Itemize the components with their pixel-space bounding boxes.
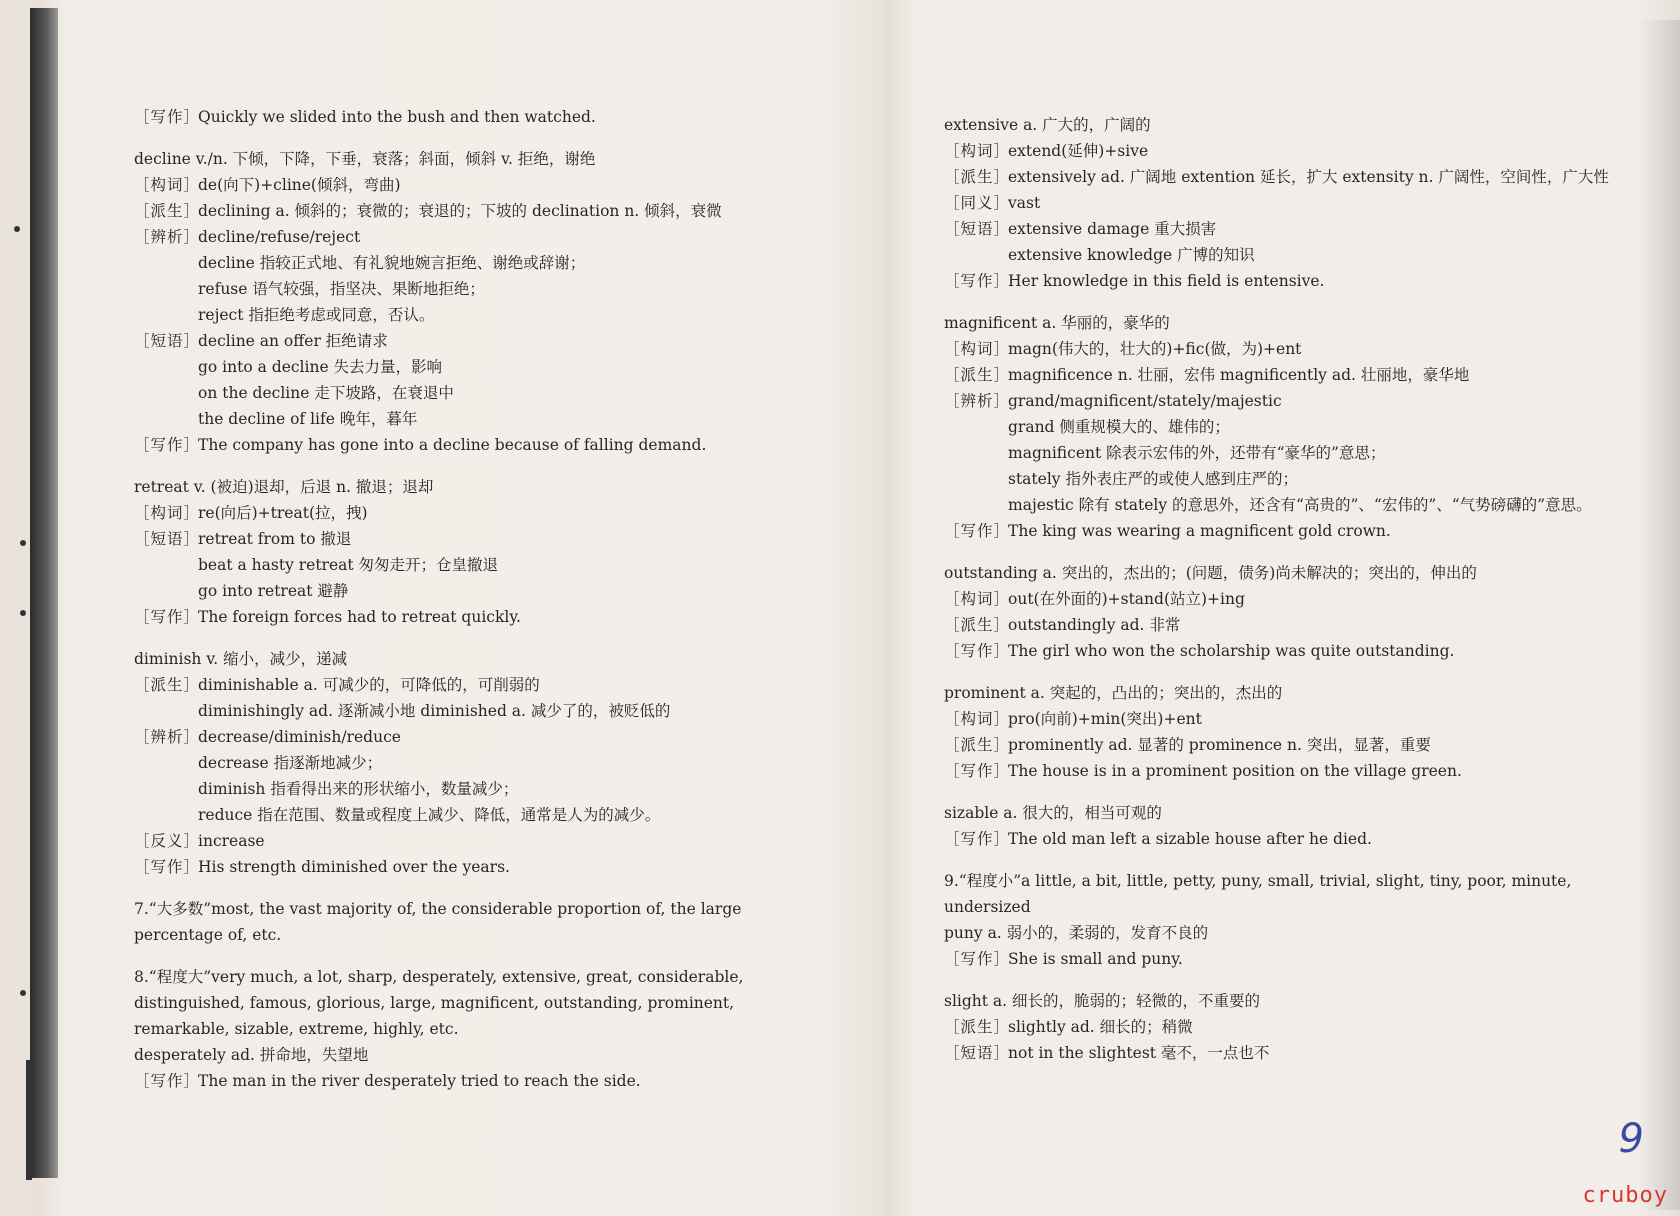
entry-tag: ［写作］ bbox=[134, 858, 201, 876]
entry-text: diminishable a. 可减少的，可降低的，可削弱的 bbox=[198, 676, 540, 694]
watermark: cruboy bbox=[1582, 1183, 1668, 1208]
entry-tag: ［辨析］ bbox=[134, 728, 201, 746]
entry-row bbox=[134, 104, 834, 130]
entry-subline: diminishingly ad. 逐渐减小地 diminished a. 减少了的，被贬低的 bbox=[198, 702, 671, 720]
entry-row bbox=[134, 172, 834, 198]
entry-text: magn(伟大的，壮大的)+fic(做，为)+ent bbox=[1008, 340, 1302, 358]
entry-text: grand/magnificent/stately/majestic bbox=[1008, 392, 1282, 410]
entry-row bbox=[134, 828, 834, 854]
entry-row bbox=[944, 362, 1644, 388]
entry-tag: ［辨析］ bbox=[134, 228, 201, 246]
entry-gap bbox=[134, 880, 834, 896]
binding-spine-base bbox=[26, 1060, 32, 1180]
binding-hole bbox=[14, 226, 20, 232]
entry-tag: ［构词］ bbox=[944, 340, 1011, 358]
entry-row bbox=[134, 724, 834, 750]
entry-tag: ［派生］ bbox=[944, 366, 1011, 384]
entry-tag: ［短语］ bbox=[134, 332, 201, 350]
entry-text: The company has gone into a decline because of falling demand. bbox=[198, 436, 707, 454]
entry-subline: refuse 语气较强，指坚决、果断地拒绝； bbox=[198, 280, 485, 298]
entry-text: extensively ad. 广阔地 extention 延长，扩大 extensity n. 广阔性，空间性，广大性 bbox=[1008, 168, 1609, 186]
entry-tag: ［写作］ bbox=[944, 272, 1011, 290]
handwritten-page-number: 9 bbox=[1618, 1116, 1644, 1162]
entry-row bbox=[944, 638, 1644, 664]
entry-headline: decline v./n. 下倾，下降，下垂，衰落；斜面，倾斜 v. 拒绝，谢绝 bbox=[134, 150, 596, 168]
entry-gap bbox=[944, 784, 1644, 800]
left-page bbox=[34, 0, 884, 1216]
entry-row bbox=[944, 706, 1644, 732]
entry-tag: ［派生］ bbox=[944, 736, 1011, 754]
entry-text: The king was wearing a magnificent gold crown. bbox=[1008, 522, 1391, 540]
right-page-content bbox=[944, 112, 1644, 1066]
entry-row bbox=[134, 1068, 834, 1094]
entry-tag: ［构词］ bbox=[134, 176, 201, 194]
entry-headline: outstanding a. 突出的，杰出的；(问题，债务)尚未解决的；突出的，伸出的 bbox=[944, 564, 1477, 582]
entry-row bbox=[944, 216, 1644, 242]
entry-text: pro(向前)+min(突出)+ent bbox=[1008, 710, 1202, 728]
entry-text: not in the slightest 毫不，一点也不 bbox=[1008, 1044, 1270, 1062]
entry-row bbox=[944, 612, 1644, 638]
entry-tag: ［写作］ bbox=[944, 830, 1011, 848]
entry-tag: ［短语］ bbox=[944, 220, 1011, 238]
entry-text: retreat from to 撤退 bbox=[198, 530, 352, 548]
entry-text: outstandingly ad. 非常 bbox=[1008, 616, 1181, 634]
entry-text: magnificence n. 壮丽，宏伟 magnificently ad. 壮丽地，豪华地 bbox=[1008, 366, 1470, 384]
entry-gap bbox=[944, 664, 1644, 680]
entry-subline: decline 指较正式地、有礼貌地婉言拒绝、谢绝或辞谢； bbox=[198, 254, 586, 272]
entry-row bbox=[134, 854, 834, 880]
entry-text: vast bbox=[1008, 194, 1041, 212]
binding-hole bbox=[20, 990, 26, 996]
entry-row bbox=[944, 1040, 1644, 1066]
entry-text: His strength diminished over the years. bbox=[198, 858, 510, 876]
entry-text: out(在外面的)+stand(站立)+ing bbox=[1008, 590, 1245, 608]
entry-subline: magnificent 除表示宏伟的外，还带有“豪华的”意思； bbox=[1008, 444, 1386, 462]
entry-tag: ［写作］ bbox=[944, 642, 1011, 660]
entry-tag: ［构词］ bbox=[944, 710, 1011, 728]
entry-headline: magnificent a. 华丽的，豪华的 bbox=[944, 314, 1170, 332]
entry-tag: ［派生］ bbox=[134, 676, 201, 694]
entry-headline: 7.“大多数”most, the vast majority of, the considerable proportion of, the large percentage of, etc. bbox=[134, 900, 742, 944]
entry-text: She is small and puny. bbox=[1008, 950, 1183, 968]
entry-text: de(向下)+cline(倾斜，弯曲) bbox=[198, 176, 401, 194]
entry-tag: ［派生］ bbox=[944, 168, 1011, 186]
entry-tag: ［写作］ bbox=[134, 436, 201, 454]
entry-subline: grand 侧重规模大的、雄伟的； bbox=[1008, 418, 1230, 436]
entry-text: The foreign forces had to retreat quickly. bbox=[198, 608, 521, 626]
entry-headline: sizable a. 很大的，相当可观的 bbox=[944, 804, 1162, 822]
entry-subline: the decline of life 晚年，暮年 bbox=[198, 410, 418, 428]
entry-subline: reduce 指在范围、数量或程度上减少、降低，通常是人为的减少。 bbox=[198, 806, 661, 824]
entry-text: The girl who won the scholarship was quite outstanding. bbox=[1008, 642, 1455, 660]
entry-gap bbox=[134, 948, 834, 964]
entry-headline: desperately ad. 拼命地，失望地 bbox=[134, 1046, 369, 1064]
entry-gap bbox=[944, 852, 1644, 868]
entry-tag: ［写作］ bbox=[944, 762, 1011, 780]
entry-text: extend(延伸)+sive bbox=[1008, 142, 1149, 160]
entry-text: prominently ad. 显著的 prominence n. 突出，显著，重要 bbox=[1008, 736, 1431, 754]
entry-tag: ［构词］ bbox=[134, 504, 201, 522]
page-edge bbox=[1640, 20, 1680, 1210]
entry-text: re(向后)+treat(拉，拽) bbox=[198, 504, 368, 522]
entry-row bbox=[134, 432, 834, 458]
entry-text: increase bbox=[198, 832, 265, 850]
entry-text: slightly ad. 细长的；稍微 bbox=[1008, 1018, 1193, 1036]
entry-row bbox=[944, 336, 1644, 362]
entry-tag: ［短语］ bbox=[134, 530, 201, 548]
entry-tag: ［同义］ bbox=[944, 194, 1011, 212]
entry-tag: ［辨析］ bbox=[944, 392, 1011, 410]
entry-headline: slight a. 细长的，脆弱的；轻微的，不重要的 bbox=[944, 992, 1261, 1010]
entry-row bbox=[944, 518, 1644, 544]
entry-tag: ［构词］ bbox=[944, 590, 1011, 608]
entry-row bbox=[134, 328, 834, 354]
entry-headline: retreat v. (被迫)退却，后退 n. 撤退；退却 bbox=[134, 478, 434, 496]
left-page-content bbox=[134, 104, 834, 1094]
entry-gap bbox=[944, 544, 1644, 560]
entry-tag: ［写作］ bbox=[944, 950, 1011, 968]
entry-gap bbox=[944, 972, 1644, 988]
entry-headline: puny a. 弱小的，柔弱的，发育不良的 bbox=[944, 924, 1209, 942]
entry-subline: go into a decline 失去力量，影响 bbox=[198, 358, 443, 376]
entry-row bbox=[944, 1014, 1644, 1040]
binding-hole bbox=[20, 540, 26, 546]
binding-spine bbox=[30, 8, 58, 1178]
entry-tag: ［构词］ bbox=[944, 142, 1011, 160]
entry-row bbox=[134, 672, 834, 698]
entry-row bbox=[944, 138, 1644, 164]
entry-gap bbox=[944, 294, 1644, 310]
entry-row bbox=[944, 732, 1644, 758]
entry-row bbox=[944, 758, 1644, 784]
entry-text: The old man left a sizable house after he died. bbox=[1008, 830, 1372, 848]
entry-subline: majestic 除有 stately 的意思外，还含有“高贵的”、“宏伟的”、“气势磅礴的”意思。 bbox=[1008, 496, 1592, 514]
entry-row bbox=[944, 388, 1644, 414]
entry-text: Her knowledge in this field is entensive. bbox=[1008, 272, 1325, 290]
entry-text: decline an offer 拒绝请求 bbox=[198, 332, 388, 350]
entry-headline: 8.“程度大”very much, a lot, sharp, desperately, extensive, great, considerable, distinguished, famous, glorious, large, magnificent, outstanding, prominent, remarkable, sizable, extreme, highly, etc. bbox=[134, 968, 744, 1038]
entry-subline: stately 指外表庄严的或使人感到庄严的； bbox=[1008, 470, 1298, 488]
entry-row bbox=[134, 224, 834, 250]
entry-headline: 9.“程度小”a little, a bit, little, petty, puny, small, trivial, slight, tiny, poor, minute, undersized bbox=[944, 872, 1572, 916]
entry-row bbox=[944, 826, 1644, 852]
entry-subline: go into retreat 避静 bbox=[198, 582, 349, 600]
entry-tag: ［写作］ bbox=[944, 522, 1011, 540]
entry-text: declining a. 倾斜的；衰微的；衰退的；下坡的 declination n. 倾斜，衰微 bbox=[198, 202, 722, 220]
entry-subline: extensive knowledge 广博的知识 bbox=[1008, 246, 1255, 264]
entry-headline: diminish v. 缩小，减少，递减 bbox=[134, 650, 348, 668]
entry-subline: diminish 指看得出来的形状缩小，数量减少； bbox=[198, 780, 519, 798]
entry-text: The house is in a prominent position on the village green. bbox=[1008, 762, 1462, 780]
entry-tag: ［短语］ bbox=[944, 1044, 1011, 1062]
entry-text: Quickly we slided into the bush and then watched. bbox=[198, 108, 596, 126]
entry-gap bbox=[134, 130, 834, 146]
entry-text: decrease/diminish/reduce bbox=[198, 728, 401, 746]
entry-tag: ［反义］ bbox=[134, 832, 201, 850]
entry-gap bbox=[134, 630, 834, 646]
entry-row bbox=[134, 198, 834, 224]
right-page bbox=[884, 0, 1680, 1216]
entry-subline: reject 指拒绝考虑或同意，否认。 bbox=[198, 306, 435, 324]
entry-row bbox=[944, 164, 1644, 190]
entry-tag: ［派生］ bbox=[944, 616, 1011, 634]
entry-row bbox=[134, 604, 834, 630]
entry-row bbox=[944, 586, 1644, 612]
entry-tag: ［写作］ bbox=[134, 108, 201, 126]
entry-tag: ［派生］ bbox=[944, 1018, 1011, 1036]
binding-hole bbox=[20, 610, 26, 616]
entry-gap bbox=[134, 458, 834, 474]
entry-text: decline/refuse/reject bbox=[198, 228, 361, 246]
entry-tag: ［派生］ bbox=[134, 202, 201, 220]
entry-row bbox=[944, 946, 1644, 972]
entry-row bbox=[944, 190, 1644, 216]
entry-subline: on the decline 走下坡路，在衰退中 bbox=[198, 384, 454, 402]
entry-text: extensive damage 重大损害 bbox=[1008, 220, 1217, 238]
entry-subline: beat a hasty retreat 匆匆走开；仓皇撤退 bbox=[198, 556, 499, 574]
entry-row bbox=[134, 526, 834, 552]
entry-row bbox=[944, 268, 1644, 294]
entry-headline: extensive a. 广大的，广阔的 bbox=[944, 116, 1151, 134]
entry-tag: ［写作］ bbox=[134, 608, 201, 626]
entry-tag: ［写作］ bbox=[134, 1072, 201, 1090]
entry-row bbox=[134, 500, 834, 526]
entry-subline: decrease 指逐渐地减少； bbox=[198, 754, 383, 772]
entry-text: The man in the river desperately tried to reach the side. bbox=[198, 1072, 641, 1090]
entry-headline: prominent a. 突起的，凸出的；突出的，杰出的 bbox=[944, 684, 1283, 702]
